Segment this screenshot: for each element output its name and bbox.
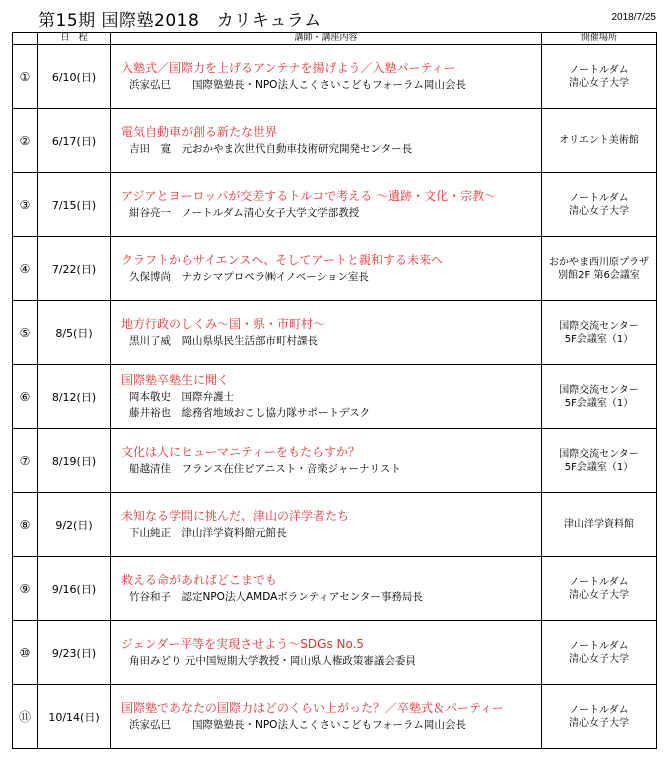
venue-line: 清心女子大学 xyxy=(569,589,629,601)
session-date: 9/2(日) xyxy=(38,493,111,557)
session-venue xyxy=(542,493,657,557)
venue-line: オリエント美術館 xyxy=(559,135,639,146)
session-venue xyxy=(542,685,657,749)
table-row xyxy=(13,685,657,749)
venue-line: ノートルダム xyxy=(569,704,629,716)
session-content xyxy=(111,685,542,749)
venue-line: ノートルダム xyxy=(569,576,629,588)
session-number: ① xyxy=(13,45,38,109)
speaker-line: 黒川了威 岡山県県民生活部市町村課長 xyxy=(129,335,318,347)
session-date: 8/5(日) xyxy=(38,301,111,365)
table-row xyxy=(13,237,657,301)
venue-line: 清心女子大学 xyxy=(569,205,629,217)
session-date: 7/15(日) xyxy=(38,173,111,237)
session-venue xyxy=(542,301,657,365)
venue-line: ノートルダム xyxy=(569,64,629,76)
table-row xyxy=(13,557,657,621)
venue-line: 5F会議室（1） xyxy=(564,397,634,409)
curriculum-table xyxy=(12,32,657,749)
session-number: ⑪ xyxy=(13,685,38,749)
session-content xyxy=(111,45,542,109)
session-title: ジェンダー平等を実現させよう～SDGs No.5 xyxy=(121,637,365,651)
session-venue xyxy=(542,45,657,109)
session-content xyxy=(111,493,542,557)
session-date: 8/19(日) xyxy=(38,429,111,493)
session-number: ③ xyxy=(13,173,38,237)
session-number: ⑤ xyxy=(13,301,38,365)
venue-line: 国際交流センター xyxy=(559,320,639,332)
session-content xyxy=(111,557,542,621)
venue-line: 別館2F 第6会議室 xyxy=(558,269,640,281)
session-content xyxy=(111,173,542,237)
session-title: 電気自動車が創る新たな世界 xyxy=(121,125,278,139)
page-title: 第15期 国際塾2018 カリキュラム xyxy=(38,11,322,31)
venue-line: 清心女子大学 xyxy=(569,653,629,665)
speaker-line: 紺谷亮一 ノートルダム清心女子大学文学部教授 xyxy=(129,207,360,219)
session-number: ⑩ xyxy=(13,621,38,685)
venue-line: 5F会議室（1） xyxy=(564,461,634,473)
session-venue xyxy=(542,429,657,493)
speaker-line: 浜家弘巳 国際塾塾長・NPO法人こくさいこどもフォーラム岡山会長 xyxy=(129,719,466,731)
venue-line: ノートルダム xyxy=(569,640,629,652)
speaker-line: 竹谷和子 認定NPO法人AMDAボランティアセンター事務局長 xyxy=(129,591,423,603)
table-row xyxy=(13,109,657,173)
session-number: ⑥ xyxy=(13,365,38,429)
header-number xyxy=(13,33,38,45)
venue-line: 津山洋学資料館 xyxy=(564,519,634,530)
session-title: アジアとヨーロッパが交差するトルコで考える ～遺跡・文化・宗教～ xyxy=(121,189,497,203)
session-date: 7/22(日) xyxy=(38,237,111,301)
header-content: 講師・講座内容 xyxy=(111,33,542,45)
session-title: 地方行政のしくみ～国・県・市町村～ xyxy=(121,317,326,331)
session-title: クラフトからサイエンスへ、そしてアートと親和する未来へ xyxy=(121,253,443,267)
session-date: 9/23(日) xyxy=(38,621,111,685)
session-venue xyxy=(542,237,657,301)
speaker-line: 下山純正 津山洋学資料館元館長 xyxy=(129,527,287,539)
session-title: 文化は人にヒューマニティーをもたらすか？ xyxy=(121,445,361,459)
table-row xyxy=(13,45,657,109)
table-header-row xyxy=(13,33,657,45)
session-date: 6/10(日) xyxy=(38,45,111,109)
speaker-line: 吉田 寛 元おかやま次世代自動車技術研究開発センター長 xyxy=(129,143,413,155)
session-number: ④ xyxy=(13,237,38,301)
session-venue xyxy=(542,173,657,237)
session-title: 国際塾であなたの国際力はどのくらい上がった？／卒塾式＆パーティー xyxy=(121,701,505,715)
session-content xyxy=(111,429,542,493)
session-number: ② xyxy=(13,109,38,173)
session-date: 8/12(日) xyxy=(38,365,111,429)
venue-line: 国際交流センター xyxy=(559,448,639,460)
table-row xyxy=(13,173,657,237)
session-venue xyxy=(542,109,657,173)
session-content xyxy=(111,237,542,301)
venue-line: 5F会議室（1） xyxy=(564,333,634,345)
venue-line: 清心女子大学 xyxy=(569,717,629,729)
speaker-line: 船越清佳 フランス在住ピアニスト・音楽ジャーナリスト xyxy=(129,463,401,475)
table-row xyxy=(13,493,657,557)
session-number: ⑨ xyxy=(13,557,38,621)
session-title: 未知なる学問に挑んだ、津山の洋学者たち xyxy=(121,509,350,523)
header-venue: 開催場所 xyxy=(542,33,657,45)
speaker-line: 浜家弘巳 国際塾塾長・NPO法人こくさいこどもフォーラム岡山会長 xyxy=(129,79,466,91)
session-date: 6/17(日) xyxy=(38,109,111,173)
session-title: 入塾式／国際力を上げるアンテナを揚げよう／入塾パーティー xyxy=(121,61,456,75)
speaker-line: 藤井裕也 総務省地域おこし協力隊サポートデスク xyxy=(129,407,371,419)
session-venue xyxy=(542,621,657,685)
session-content xyxy=(111,109,542,173)
table-row xyxy=(13,365,657,429)
speaker-line: 角田みどり 元中国短期大学教授・岡山県人権政策審議会委員 xyxy=(129,655,416,667)
venue-line: 清心女子大学 xyxy=(569,77,629,89)
session-title: 救える命があればどこまでも xyxy=(121,573,278,587)
speaker-line: 岡本敬史 国際弁護士 xyxy=(129,391,234,403)
session-date: 9/16(日) xyxy=(38,557,111,621)
speaker-line: 久保博尚 ナカシマプロペラ㈱イノベーション室長 xyxy=(129,271,369,283)
session-date: 10/14(日) xyxy=(38,685,111,749)
session-number: ⑧ xyxy=(13,493,38,557)
document-date: 2018/7/25 xyxy=(611,12,656,23)
table-row xyxy=(13,301,657,365)
session-content xyxy=(111,621,542,685)
venue-line: おかやま西川原プラザ xyxy=(549,256,649,268)
venue-line: 国際交流センター xyxy=(559,384,639,396)
table-row xyxy=(13,429,657,493)
table-row xyxy=(13,621,657,685)
session-venue xyxy=(542,365,657,429)
session-content xyxy=(111,301,542,365)
session-venue xyxy=(542,557,657,621)
header-date: 日 程 xyxy=(38,33,111,45)
session-number: ⑦ xyxy=(13,429,38,493)
venue-line: ノートルダム xyxy=(569,192,629,204)
session-title: 国際塾卒塾生に聞く xyxy=(121,373,230,387)
session-content xyxy=(111,365,542,429)
